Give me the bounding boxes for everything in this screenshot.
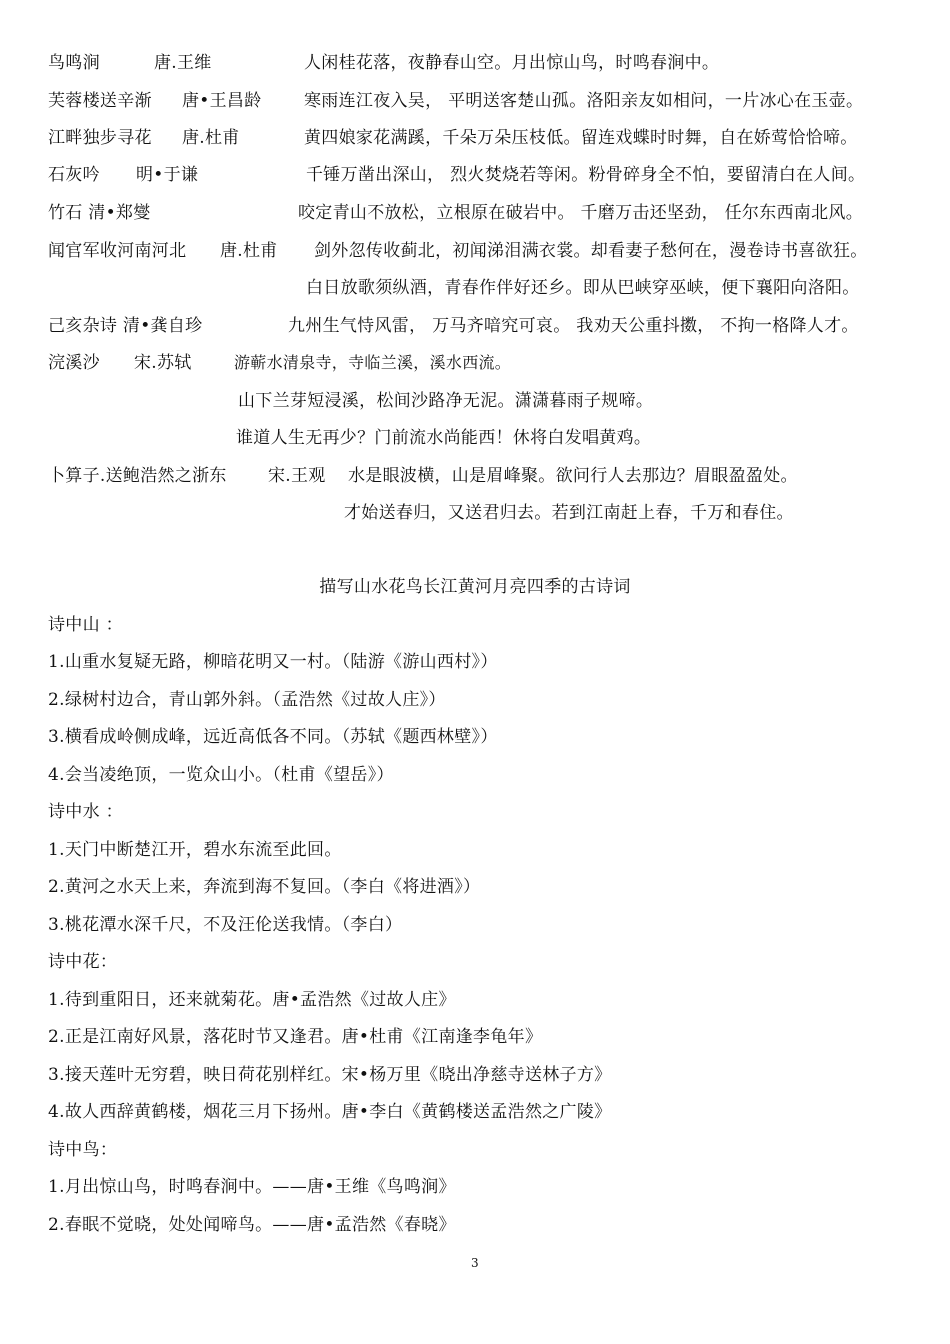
poem-title: 芙蓉楼送辛渐 bbox=[48, 91, 152, 111]
page-number: 3 bbox=[471, 1256, 479, 1270]
list-item: 3.横看成岭侧成峰，远近高低各不同。（苏轼《题西林壁》） bbox=[48, 727, 498, 747]
poem-title: 竹石 清•郑燮 bbox=[48, 203, 151, 223]
poem-line: 黄四娘家花满蹊，千朵万朵压枝低。留连戏蝶时时舞，自在娇莺恰恰啼。 bbox=[304, 128, 858, 148]
poem-line: 寒雨连江夜入吴， 平明送客楚山孤。洛阳亲友如相问，一片冰心在玉壶。 bbox=[304, 91, 864, 111]
poem-line: 九州生气恃风雷， 万马齐喑究可哀。 我劝天公重抖擞， 不拘一格降人才。 bbox=[288, 316, 859, 336]
list-item: 1.月出惊山鸟，时鸣春涧中。——唐•王维《鸟鸣涧》 bbox=[48, 1177, 456, 1197]
list-item: 3.桃花潭水深千尺，不及汪伦送我情。（李白） bbox=[48, 915, 403, 935]
poem-title: 江畔独步寻花 bbox=[48, 128, 152, 148]
poem-title: 石灰吟 bbox=[48, 165, 100, 185]
poem-line: 山下兰芽短浸溪，松间沙路净无泥。潇潇暮雨子规啼。 bbox=[238, 391, 654, 411]
poem-line: 剑外忽传收蓟北，初闻涕泪满衣裳。却看妻子愁何在，漫卷诗书喜欲狂。 bbox=[314, 241, 868, 261]
list-item: 4.会当凌绝顶，一览众山小。（杜甫《望岳》） bbox=[48, 765, 394, 785]
poem-author: 唐.王维 bbox=[154, 53, 212, 73]
list-item: 2.黄河之水天上来，奔流到海不复回。（李白《将进酒》） bbox=[48, 877, 481, 897]
poem-author: 明•于谦 bbox=[136, 165, 199, 185]
poem-title: 卜算子.送鲍浩然之浙东 bbox=[48, 466, 227, 486]
list-item: 1.待到重阳日，还来就菊花。唐•孟浩然《过故人庄》 bbox=[48, 990, 456, 1010]
list-item: 1.山重水复疑无路，柳暗花明又一村。（陆游《游山西村》） bbox=[48, 652, 498, 672]
list-item: 2.春眠不觉晓，处处闻啼鸟。——唐•孟浩然《春晓》 bbox=[48, 1215, 456, 1235]
poem-author: 唐.杜甫 bbox=[182, 128, 240, 148]
group-heading: 诗中花： bbox=[48, 952, 118, 972]
poem-author: 唐•王昌龄 bbox=[182, 91, 262, 111]
list-item: 1.天门中断楚江开，碧水东流至此回。 bbox=[48, 840, 342, 860]
list-item: 2.正是江南好风景，落花时节又逢君。唐•杜甫《江南逢李龟年》 bbox=[48, 1027, 543, 1047]
poem-title: 己亥杂诗 清•龚自珍 bbox=[48, 316, 203, 336]
group-heading: 诗中水 ： bbox=[48, 802, 123, 822]
poem-line: 白日放歌须纵酒，青春作伴好还乡。即从巴峡穿巫峡，便下襄阳向洛阳。 bbox=[306, 278, 860, 298]
group-heading: 诗中鸟： bbox=[48, 1140, 118, 1160]
poem-title: 浣溪沙 bbox=[48, 353, 100, 373]
poem-line: 人闲桂花落，夜静春山空。月出惊山鸟，时鸣春涧中。 bbox=[304, 53, 720, 73]
list-item: 3.接天莲叶无穷碧，映日荷花别样红。宋•杨万里《晓出净慈寺送林子方》 bbox=[48, 1065, 612, 1085]
poem-line: 才始送春归，又送君归去。若到江南赶上春，千万和春住。 bbox=[344, 503, 794, 523]
poem-line: 千锤万凿出深山， 烈火焚烧若等闲。粉骨碎身全不怕，要留清白在人间。 bbox=[306, 165, 866, 185]
poem-author: 唐.杜甫 bbox=[220, 241, 278, 261]
poem-line: 水是眼波横，山是眉峰聚。欲问行人去那边？眉眼盈盈处。 bbox=[348, 466, 798, 486]
section-title: 描写山水花鸟长江黄河月亮四季的古诗词 bbox=[319, 577, 631, 597]
poem-preface: 游蕲水清泉寺，寺临兰溪，溪水西流。 bbox=[234, 353, 512, 372]
poem-title: 闻官军收河南河北 bbox=[48, 241, 187, 261]
group-heading: 诗中山 ： bbox=[48, 615, 123, 635]
poem-line: 咬定青山不放松，立根原在破岩中。 千磨万击还坚劲， 任尔东西南北风。 bbox=[298, 203, 864, 223]
poem-author: 宋.苏轼 bbox=[134, 353, 192, 373]
poem-author: 宋.王观 bbox=[268, 466, 326, 486]
poem-line: 谁道人生无再少？门前流水尚能西！休将白发唱黄鸡。 bbox=[236, 428, 652, 448]
list-item: 2.绿树村边合，青山郭外斜。（孟浩然《过故人庄》） bbox=[48, 690, 446, 710]
list-item: 4.故人西辞黄鹤楼，烟花三月下扬州。唐•李白《黄鹤楼送孟浩然之广陵》 bbox=[48, 1102, 612, 1122]
poem-title: 鸟鸣涧 bbox=[48, 53, 100, 73]
